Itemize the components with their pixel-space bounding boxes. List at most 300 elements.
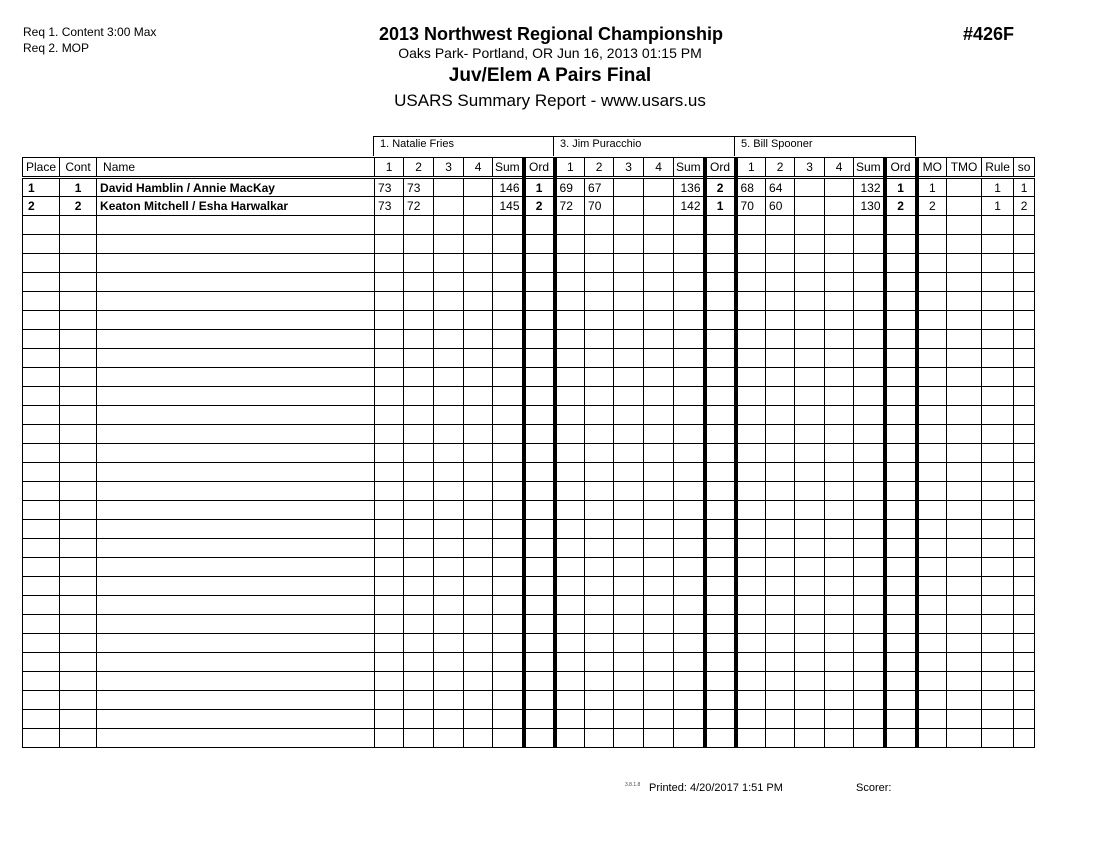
cell-name [97, 349, 375, 368]
cell-rule [982, 501, 1014, 520]
empty-row [23, 729, 1035, 748]
cell-mo [917, 596, 947, 615]
cell-place [23, 710, 60, 729]
cell-j1-sum [493, 368, 524, 387]
empty-row [23, 615, 1035, 634]
cell-j3-2 [766, 596, 795, 615]
cell-j2-1 [555, 653, 585, 672]
cell-mo [917, 444, 947, 463]
col-j2-1: 1 [555, 158, 585, 178]
cell-j1-3 [434, 444, 464, 463]
cell-rule [982, 634, 1014, 653]
cell-j3-3 [795, 463, 825, 482]
cell-j1-sum [493, 292, 524, 311]
cell-j3-3 [795, 501, 825, 520]
cell-j3-3 [795, 178, 825, 197]
cell-j1-ord [524, 292, 555, 311]
cell-j2-2 [585, 710, 614, 729]
cell-j1-ord [524, 729, 555, 748]
results-table [22, 157, 1035, 748]
cell-j1-sum [493, 558, 524, 577]
cell-j3-2 [766, 216, 795, 235]
cell-name [97, 653, 375, 672]
cell-j1-3 [434, 482, 464, 501]
cell-place [23, 558, 60, 577]
cell-j2-1 [555, 406, 585, 425]
cell-j3-2 [766, 387, 795, 406]
cell-j1-3 [434, 387, 464, 406]
cell-j3-1 [736, 672, 766, 691]
cell-j1-2 [404, 330, 434, 349]
col-j2-2: 2 [585, 158, 614, 178]
cell-place [23, 539, 60, 558]
cell-j1-ord [524, 691, 555, 710]
cell-j2-sum [674, 292, 705, 311]
cell-cont [60, 596, 97, 615]
cell-j3-4 [825, 273, 854, 292]
cell-j1-4 [464, 235, 493, 254]
cell-j3-2 [766, 482, 795, 501]
cell-j2-ord [705, 558, 736, 577]
cell-j3-2 [766, 539, 795, 558]
cell-j3-1 [736, 349, 766, 368]
cell-j3-1 [736, 273, 766, 292]
event-name: Juv/Elem A Pairs Final [448, 65, 652, 86]
cell-j3-2 [766, 330, 795, 349]
cell-so [1014, 482, 1035, 501]
col-j3-3: 3 [795, 158, 825, 178]
cell-mo [917, 729, 947, 748]
cell-j2-1 [555, 425, 585, 444]
cell-j2-4 [644, 520, 674, 539]
cell-j2-3 [614, 710, 644, 729]
col-place: Place [23, 158, 60, 178]
cell-j3-3 [795, 558, 825, 577]
cell-tmo [947, 463, 982, 482]
cell-so [1014, 596, 1035, 615]
cell-rule [982, 558, 1014, 577]
cell-so [1014, 615, 1035, 634]
cell-j3-sum [854, 672, 885, 691]
cell-j2-4 [644, 368, 674, 387]
col-j3-2: 2 [766, 158, 795, 178]
cell-rule [982, 482, 1014, 501]
cell-j2-4 [644, 330, 674, 349]
cell-j2-sum [674, 254, 705, 273]
cell-j1-ord [524, 387, 555, 406]
cell-j1-sum [493, 577, 524, 596]
cell-j3-2 [766, 311, 795, 330]
cell-place [23, 463, 60, 482]
judge-header-2: 3. Jim Puracchio [553, 136, 735, 156]
cell-rule [982, 425, 1014, 444]
cell-tmo [947, 596, 982, 615]
cell-j3-3 [795, 406, 825, 425]
cell-j3-1 [736, 577, 766, 596]
cell-cont [60, 634, 97, 653]
cell-j2-2 [585, 330, 614, 349]
cell-j1-ord [524, 425, 555, 444]
cell-j3-ord [885, 520, 917, 539]
cell-so [1014, 425, 1035, 444]
cell-j1-1 [375, 520, 404, 539]
cell-so [1014, 710, 1035, 729]
requirement-1: Req 1. Content 3:00 Max [23, 25, 157, 39]
cell-j3-3 [795, 311, 825, 330]
cell-j3-sum [854, 235, 885, 254]
cell-j2-4 [644, 672, 674, 691]
cell-j3-2 [766, 406, 795, 425]
cell-tmo [947, 729, 982, 748]
cell-j1-1 [375, 292, 404, 311]
cell-j1-2: 73 [404, 178, 434, 197]
cell-j3-3 [795, 596, 825, 615]
cell-j3-sum [854, 615, 885, 634]
report-title: USARS Summary Report - www.usars.us [394, 91, 706, 110]
cell-j3-2 [766, 235, 795, 254]
cell-place [23, 444, 60, 463]
cell-j2-4 [644, 216, 674, 235]
cell-so [1014, 349, 1035, 368]
cell-j1-2 [404, 349, 434, 368]
cell-j1-sum: 146 [493, 178, 524, 197]
cell-j1-ord [524, 539, 555, 558]
cell-j2-ord [705, 653, 736, 672]
cell-j1-1 [375, 330, 404, 349]
cell-j2-1 [555, 539, 585, 558]
cell-j3-3 [795, 235, 825, 254]
empty-row [23, 216, 1035, 235]
cell-j3-1 [736, 406, 766, 425]
cell-j1-ord [524, 482, 555, 501]
cell-j1-3 [434, 539, 464, 558]
cell-cont [60, 577, 97, 596]
cell-j2-sum [674, 729, 705, 748]
cell-j2-3 [614, 444, 644, 463]
cell-cont [60, 425, 97, 444]
cell-j3-1 [736, 653, 766, 672]
cell-j2-1: 72 [555, 197, 585, 216]
empty-row [23, 653, 1035, 672]
cell-j3-sum [854, 368, 885, 387]
col-j1-4: 4 [464, 158, 493, 178]
cell-so [1014, 691, 1035, 710]
cell-j1-2 [404, 235, 434, 254]
cell-name [97, 406, 375, 425]
cell-j1-3 [434, 653, 464, 672]
cell-mo [917, 672, 947, 691]
cell-j1-3 [434, 577, 464, 596]
cell-tmo [947, 387, 982, 406]
cell-so [1014, 311, 1035, 330]
cell-j1-1 [375, 615, 404, 634]
cell-j1-3 [434, 501, 464, 520]
empty-row [23, 710, 1035, 729]
cell-j1-sum [493, 672, 524, 691]
cell-j3-sum [854, 520, 885, 539]
cell-j2-3 [614, 691, 644, 710]
cell-rule [982, 254, 1014, 273]
cell-j2-4 [644, 425, 674, 444]
cell-j3-sum [854, 710, 885, 729]
cell-j2-3 [614, 292, 644, 311]
cell-j1-2 [404, 577, 434, 596]
cell-j1-2 [404, 596, 434, 615]
cell-cont [60, 482, 97, 501]
cell-j1-3 [434, 463, 464, 482]
cell-j3-1 [736, 539, 766, 558]
cell-j1-sum: 145 [493, 197, 524, 216]
cell-j2-ord: 1 [705, 197, 736, 216]
cell-j2-1 [555, 463, 585, 482]
cell-j1-2 [404, 387, 434, 406]
cell-j1-2 [404, 273, 434, 292]
cell-j1-sum [493, 615, 524, 634]
col-cont: Cont [60, 158, 97, 178]
cell-j2-4 [644, 197, 674, 216]
cell-j3-ord [885, 330, 917, 349]
cell-j2-1 [555, 235, 585, 254]
cell-j2-4 [644, 349, 674, 368]
cell-tmo [947, 330, 982, 349]
cell-rule [982, 349, 1014, 368]
cell-j2-2 [585, 672, 614, 691]
cell-j3-2 [766, 368, 795, 387]
cell-j3-ord [885, 254, 917, 273]
cell-j3-1 [736, 501, 766, 520]
cell-j3-3 [795, 691, 825, 710]
cell-j1-sum [493, 653, 524, 672]
cell-j2-4 [644, 482, 674, 501]
cell-j2-4 [644, 691, 674, 710]
cell-name [97, 368, 375, 387]
cell-j2-ord [705, 710, 736, 729]
cell-j3-1 [736, 235, 766, 254]
cell-tmo [947, 368, 982, 387]
cell-j2-3 [614, 387, 644, 406]
cell-j1-ord [524, 710, 555, 729]
cell-j2-sum [674, 216, 705, 235]
cell-j3-ord [885, 691, 917, 710]
cell-j3-3 [795, 197, 825, 216]
cell-j1-4 [464, 273, 493, 292]
cell-name [97, 577, 375, 596]
cell-tmo [947, 235, 982, 254]
cell-j3-ord [885, 558, 917, 577]
cell-j3-3 [795, 653, 825, 672]
empty-row [23, 520, 1035, 539]
cell-j3-4 [825, 330, 854, 349]
cell-j2-2 [585, 539, 614, 558]
cell-j2-3 [614, 672, 644, 691]
cell-j2-2 [585, 463, 614, 482]
cell-cont [60, 387, 97, 406]
cell-j3-3 [795, 216, 825, 235]
empty-row [23, 330, 1035, 349]
cell-rule [982, 710, 1014, 729]
cell-j2-3 [614, 178, 644, 197]
cell-mo [917, 273, 947, 292]
cell-name [97, 539, 375, 558]
cell-rule [982, 406, 1014, 425]
cell-j2-3 [614, 501, 644, 520]
cell-j2-ord [705, 520, 736, 539]
cell-j3-sum [854, 501, 885, 520]
cell-mo [917, 463, 947, 482]
cell-mo [917, 520, 947, 539]
cell-cont [60, 615, 97, 634]
cell-tmo [947, 501, 982, 520]
cell-j3-ord [885, 387, 917, 406]
cell-j3-sum: 132 [854, 178, 885, 197]
empty-row [23, 273, 1035, 292]
cell-name [97, 292, 375, 311]
cell-j1-3 [434, 710, 464, 729]
cell-j3-4 [825, 653, 854, 672]
cell-j2-4 [644, 311, 674, 330]
cell-rule [982, 729, 1014, 748]
cell-j2-4 [644, 710, 674, 729]
table-row [23, 197, 1035, 216]
cell-j1-4 [464, 311, 493, 330]
empty-row [23, 558, 1035, 577]
cell-tmo [947, 273, 982, 292]
cell-mo [917, 482, 947, 501]
cell-j1-ord [524, 501, 555, 520]
cell-tmo [947, 311, 982, 330]
cell-j3-4 [825, 615, 854, 634]
col-j2-3: 3 [614, 158, 644, 178]
col-mo: MO [917, 158, 947, 178]
cell-j3-sum [854, 729, 885, 748]
cell-j1-3 [434, 254, 464, 273]
cell-j1-4 [464, 444, 493, 463]
cell-so [1014, 235, 1035, 254]
cell-cont [60, 463, 97, 482]
cell-j1-4 [464, 672, 493, 691]
cell-j2-4 [644, 463, 674, 482]
cell-j3-ord [885, 235, 917, 254]
cell-j1-3 [434, 178, 464, 197]
cell-j2-2: 67 [585, 178, 614, 197]
cell-j2-ord [705, 577, 736, 596]
cell-j1-4 [464, 425, 493, 444]
cell-j1-1 [375, 311, 404, 330]
cell-j2-2 [585, 387, 614, 406]
cell-name [97, 501, 375, 520]
cell-j3-1 [736, 710, 766, 729]
cell-j1-3 [434, 672, 464, 691]
cell-j1-1 [375, 577, 404, 596]
cell-j3-4 [825, 577, 854, 596]
cell-place [23, 425, 60, 444]
cell-place [23, 311, 60, 330]
col-j3-ord: Ord [885, 158, 917, 178]
cell-j1-sum [493, 254, 524, 273]
cell-name [97, 729, 375, 748]
cell-j3-4 [825, 425, 854, 444]
cell-name [97, 520, 375, 539]
cell-j2-1 [555, 368, 585, 387]
cell-j3-4 [825, 216, 854, 235]
cell-j3-sum [854, 387, 885, 406]
cell-j3-2 [766, 672, 795, 691]
cell-j1-1 [375, 691, 404, 710]
cell-j3-ord [885, 672, 917, 691]
cell-j2-2: 70 [585, 197, 614, 216]
cell-so [1014, 729, 1035, 748]
cell-j2-2 [585, 482, 614, 501]
cell-rule [982, 368, 1014, 387]
version-number: 3.8.1.8 [625, 782, 641, 788]
cell-j2-sum: 142 [674, 197, 705, 216]
cell-j3-sum [854, 273, 885, 292]
cell-j3-1 [736, 368, 766, 387]
cell-place [23, 349, 60, 368]
empty-row [23, 292, 1035, 311]
cell-j1-3 [434, 729, 464, 748]
cell-mo [917, 558, 947, 577]
cell-j1-4 [464, 539, 493, 558]
cell-j2-2 [585, 292, 614, 311]
cell-j3-ord [885, 729, 917, 748]
cell-j2-3 [614, 349, 644, 368]
cell-cont [60, 235, 97, 254]
cell-j1-ord [524, 349, 555, 368]
cell-j1-sum [493, 311, 524, 330]
cell-place [23, 501, 60, 520]
cell-j2-3 [614, 235, 644, 254]
cell-j1-3 [434, 216, 464, 235]
cell-name [97, 558, 375, 577]
cell-j3-sum [854, 349, 885, 368]
cell-name [97, 235, 375, 254]
cell-j1-3 [434, 368, 464, 387]
cell-j3-1 [736, 216, 766, 235]
cell-j1-2 [404, 672, 434, 691]
cell-j3-1 [736, 482, 766, 501]
cell-j2-sum [674, 273, 705, 292]
cell-j3-4 [825, 463, 854, 482]
cell-j2-ord [705, 368, 736, 387]
cell-j3-4 [825, 672, 854, 691]
cell-j3-ord [885, 501, 917, 520]
cell-j3-4 [825, 387, 854, 406]
cell-j2-sum [674, 596, 705, 615]
cell-j2-3 [614, 273, 644, 292]
cell-j2-ord [705, 691, 736, 710]
cell-j3-4 [825, 235, 854, 254]
cell-j1-sum [493, 387, 524, 406]
cell-j1-4 [464, 254, 493, 273]
cell-j3-4 [825, 710, 854, 729]
cell-j1-2 [404, 615, 434, 634]
cell-place [23, 216, 60, 235]
cell-mo [917, 425, 947, 444]
cell-j3-2 [766, 520, 795, 539]
cell-j3-ord [885, 634, 917, 653]
cell-j1-ord [524, 216, 555, 235]
cell-j1-2 [404, 501, 434, 520]
cell-mo [917, 216, 947, 235]
cell-rule [982, 463, 1014, 482]
cell-j2-4 [644, 558, 674, 577]
cell-j2-sum [674, 368, 705, 387]
cell-j3-3 [795, 634, 825, 653]
cell-j2-2 [585, 691, 614, 710]
cell-j1-1 [375, 710, 404, 729]
cell-j1-4 [464, 482, 493, 501]
